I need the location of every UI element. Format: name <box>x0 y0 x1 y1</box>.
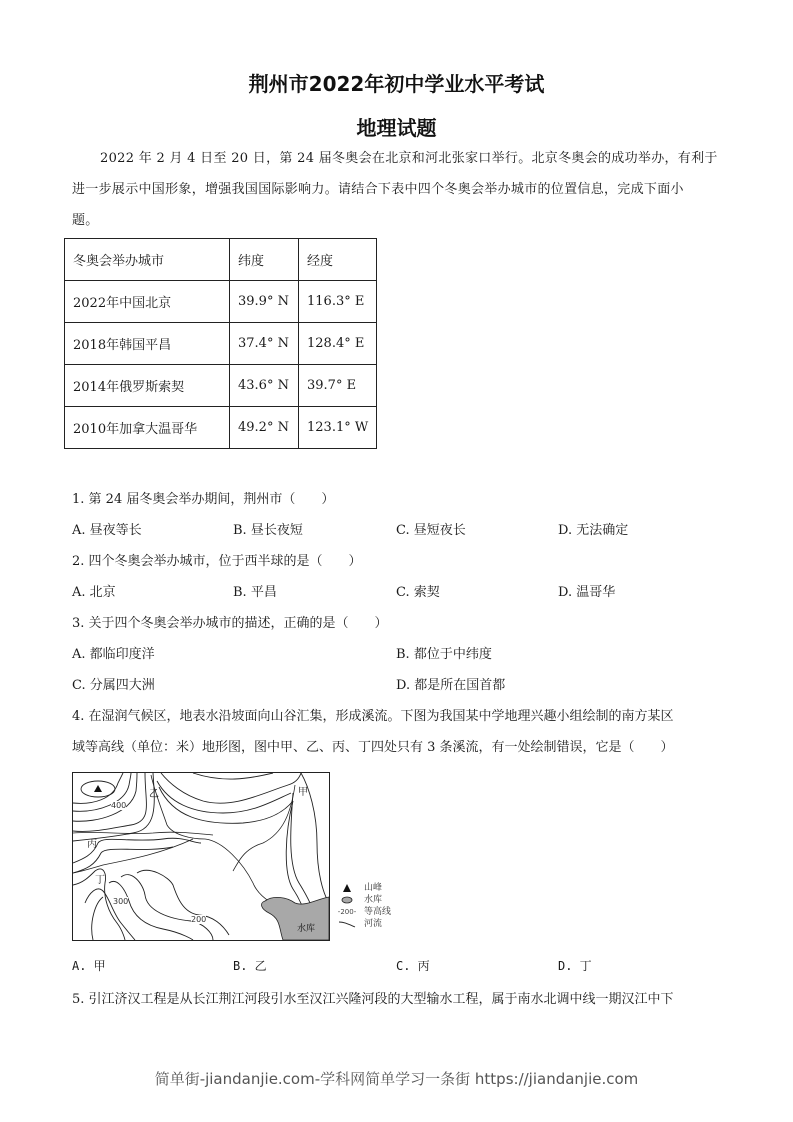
page-footer-watermark: 简单街-jiandanjie.com-学科网简单学习一条街 https://jiandanjie.com <box>154 1070 639 1088</box>
question-4-stem-line-2: 域等高线（单位：米）地形图，图中甲、乙、丙、丁四处只有 3 条溪流，有一处绘制错误，它是（ ） <box>72 740 674 755</box>
q2-option-b[interactable]: B. 平昌 <box>233 585 277 600</box>
header-city: 冬奥会举办城市 <box>65 239 230 281</box>
q4-option-d[interactable]: D. 丁 <box>558 959 592 973</box>
exam-title: 荆州市2022年初中学业水平考试 <box>248 72 545 96</box>
question-2-stem: 2. 四个冬奥会举办城市，位于西半球的是（ ） <box>72 554 362 569</box>
intro-line-3: 题。 <box>72 213 99 228</box>
cell-longitude: 123.1° W <box>299 407 377 449</box>
q1-option-d[interactable]: D. 无法确定 <box>558 523 629 538</box>
contour-line-icon: - 200 - <box>337 908 357 916</box>
q2-option-d[interactable]: D. 温哥华 <box>558 585 616 600</box>
q2-option-c[interactable]: C. 索契 <box>396 585 440 600</box>
cell-latitude: 39.9° N <box>230 281 299 323</box>
reservoir-blob-icon <box>336 896 358 904</box>
reservoir-shape <box>262 897 329 940</box>
peak-icon <box>94 785 102 792</box>
table-row <box>65 281 377 323</box>
contour-label-200: 200 <box>191 915 207 924</box>
intro-line-1: 2022 年 2 月 4 日至 20 日，第 24 届冬奥会在北京和河北张家口举行。北京冬奥会的成功举办，有利于 <box>100 151 718 166</box>
intro-paragraph <box>72 143 722 236</box>
q3-option-b[interactable]: B. 都位于中纬度 <box>396 647 492 662</box>
map-legend <box>336 882 391 930</box>
table-header-row <box>65 239 377 281</box>
legend-item-reservoir: 水库 <box>336 894 391 906</box>
label-jia: 甲 <box>298 787 308 798</box>
river-line-icon <box>336 920 358 928</box>
q4-option-b[interactable]: B. 乙 <box>233 959 267 973</box>
cell-city: 2014年俄罗斯索契 <box>65 365 230 407</box>
cell-city: 2022年中国北京 <box>65 281 230 323</box>
olympic-cities-table <box>64 238 377 449</box>
q3-option-c[interactable]: C. 分属四大洲 <box>72 678 155 693</box>
q3-option-a[interactable]: A. 都临印度洋 <box>72 647 155 662</box>
header-longitude: 经度 <box>299 239 377 281</box>
q3-option-d[interactable]: D. 都是所在国首都 <box>396 678 506 693</box>
cell-longitude: 39.7° E <box>299 365 377 407</box>
exam-subject: 地理试题 <box>356 116 437 140</box>
contour-label-300: 300 <box>113 897 129 906</box>
q4-option-c[interactable]: C. 丙 <box>396 959 430 973</box>
legend-item-contour: - 200 - 等高线 <box>337 907 392 917</box>
peak-triangle-icon <box>336 884 358 892</box>
cell-latitude: 37.4° N <box>230 323 299 365</box>
cell-latitude: 49.2° N <box>230 407 299 449</box>
question-5-stem: 5. 引江济汉工程是从长江荆江河段引水至汉江兴隆河段的大型输水工程，属于南水北调中线一期汉江中下 <box>72 992 674 1007</box>
cell-longitude: 116.3° E <box>299 281 377 323</box>
q1-option-a[interactable]: A. 昼夜等长 <box>72 523 142 538</box>
question-4-stem-line-1: 4. 在湿润气候区，地表水沿坡面向山谷汇集，形成溪流。下图为我国某中学地理兴趣小组绘制的南方某区 <box>72 709 674 724</box>
question-3-stem: 3. 关于四个冬奥会举办城市的描述，正确的是（ ） <box>72 616 388 631</box>
contour-map <box>72 772 330 941</box>
cell-latitude: 43.6° N <box>230 365 299 407</box>
table-row <box>65 407 377 449</box>
question-1-stem: 1. 第 24 届冬奥会举办期间，荆州市（ ） <box>72 492 335 507</box>
cell-longitude: 128.4° E <box>299 323 377 365</box>
q4-option-a[interactable]: A. 甲 <box>72 959 106 973</box>
header-latitude: 纬度 <box>230 239 299 281</box>
label-ding: 丁 <box>95 875 105 886</box>
q1-option-b[interactable]: B. 昼长夜短 <box>233 523 303 538</box>
q1-option-c[interactable]: C. 昼短夜长 <box>396 523 466 538</box>
contour-label-400: 400 <box>111 801 127 810</box>
reservoir-label: 水库 <box>297 924 316 934</box>
cell-city: 2010年加拿大温哥华 <box>65 407 230 449</box>
legend-item-river: 河流 <box>336 918 391 930</box>
label-bing: 丙 <box>87 839 97 850</box>
table-row <box>65 323 377 365</box>
label-yi: 乙 <box>149 789 159 800</box>
q2-option-a[interactable]: A. 北京 <box>72 585 116 600</box>
legend-item-peak: 山峰 <box>336 882 391 894</box>
intro-line-2: 进一步展示中国形象，增强我国国际影响力。请结合下表中四个冬奥会举办城市的位置信息，完成下面小 <box>72 182 684 197</box>
cell-city: 2018年韩国平昌 <box>65 323 230 365</box>
table-row <box>65 365 377 407</box>
